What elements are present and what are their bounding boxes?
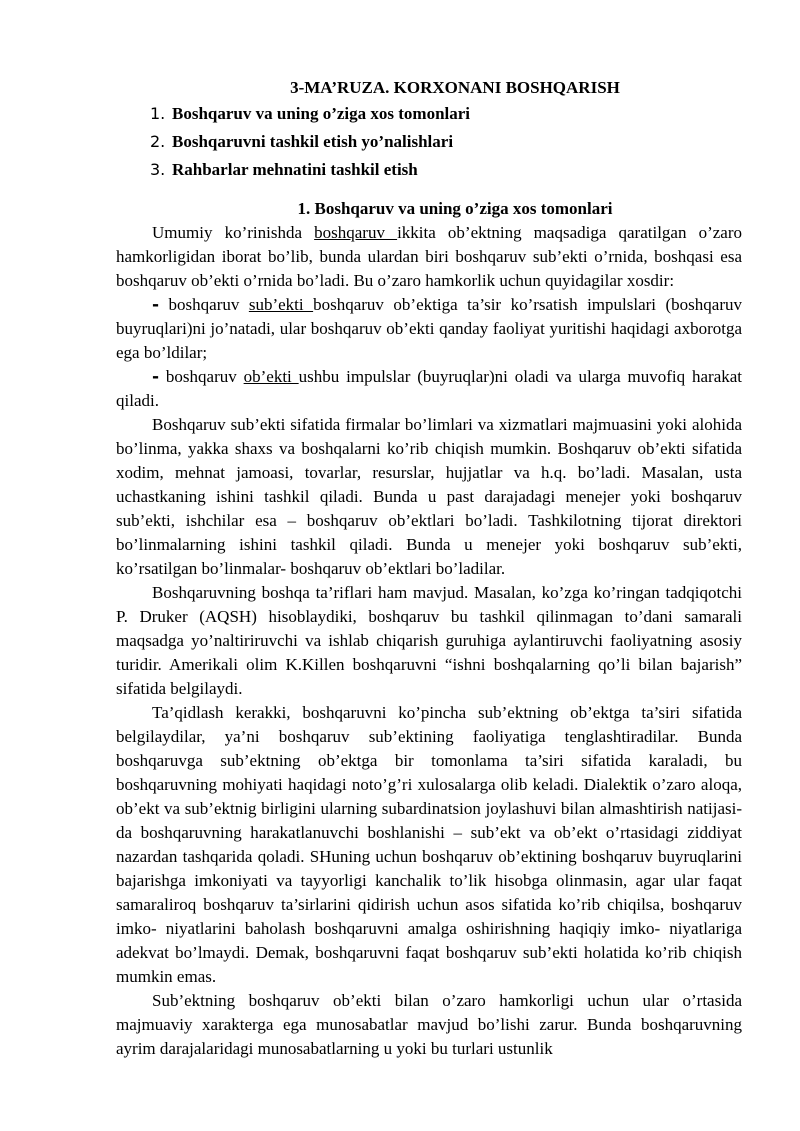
table-of-contents	[150, 100, 470, 184]
toc-item-number: 2.	[150, 132, 166, 151]
paragraph-text: boshqaruv ob’ektiga ta’sir ko’rsatish impulslari (boshqaruv buyruqlari)ni jo’natadi, ular boshqaruv ob’ekti qanday faoliyat yuritishi haqidagi axborotga ega bo’ldilar;	[116, 295, 742, 362]
toc-item	[150, 156, 470, 184]
paragraph-text: boshqaruv	[159, 295, 249, 314]
paragraph: Boshqaruv sub’ekti sifatida firmalar bo’limlari va xizmatlari majmuasini yoki alohida bo’linma, yakka shaxs va boshqalarni ko’rib chiqish mumkin. Boshqaruv ob’ekti sifatida xodim, mehnat jamoasi, tovarlar, resurslar, hujjatlar va h.q. bo’ladi. Masalan, usta uchastkaning ishini tashkil qiladi. Bunda u past darajadagi menejer yoki boshqaruv sub’ekti, ishchilar esa – boshqaruv ob’ektlari bo’ladi. Tashkilotning tijorat direktori bo’linmalarning ishini tashkil qiladi. Bunda u menejer yoki boshqaruv sub’ekti, ko’rsatilgan bo’linmalar- boshqaruv ob’ektlari bo’ladilar.	[116, 415, 742, 578]
toc-item	[150, 128, 470, 156]
paragraph-text: Umumiy ko’rinishda	[152, 223, 315, 242]
toc-item-text: Boshqaruvni tashkil etish yo’nalishlari	[172, 132, 454, 151]
paragraph-text: boshqaruv	[159, 367, 244, 386]
paragraph: Ta’qidlash kerakki, boshqaruvni ko’pincha sub’ektning ob’ektga ta’siri sifatida belgilaydilar, ya’ni boshqaruv sub’ektining faoliyatiga tenglashtiradilar. Bunda boshqaruvga sub’ektning ob’ektga bir tomonlama ta’siri sifatida karaladi, bu boshqaruvning mohiyati haqidagi noto’g’ri xulosalarga olib keladi. Dialektik o’zaro aloqa, ob’ekt va sub’ektnig birligini ularning subardinatsion joylashuvi bilan almashtirish natijasi- da boshqaruvning harakatlanuvchi boshlanishi – sub’ekt va ob’ekt o’rtasidagi ziddiyat nazardan tashqarida qoladi. SHuning uchun boshqaruv ob’ektining boshqaruv buyruqlarini bajarishga imkoniyati va tayyorligi kanchalik to’lik hisobga olinmasin, agar ular faqat samaraliroq boshqaruv ta’sirlarini qidirish uchun asos sifatida ko’rib chiqilsa, boshqaruv imko- niyatlarini baholash boshqaruvni amalga oshirishning haqiqiy imko- niyatlariga adekvat bo’lmaydi. Demak, boshqaruvni faqat boshqaruv sub’ekti holatida ko’rib chiqish mumkin emas.	[116, 703, 742, 986]
paragraph: Boshqaruvning boshqa ta’riflari ham mavjud. Masalan, ko’zga ko’ringan tadqiqotchi P. Druker (AQSH) hisoblaydiki, boshqaruv bu tashkil qilinmagan to’dani samarali maqsadga yo’naltiriruvchi va ishlab chiqarish guruhiga aylantiruvchi faoliyatning asosiy turidir. Amerikali olim K.Killen boshqaruvni “ishni boshqalarning qo’li bilan bajarish” sifatida belgilaydi.	[116, 583, 742, 698]
underlined-term: ob’ekti	[243, 367, 299, 386]
dash-bullet: -	[152, 295, 160, 315]
paragraph: Sub’ektning boshqaruv ob’ekti bilan o’zaro hamkorligi uchun ular o’rtasida majmuaviy xarakterga ega munosabatlar mavjud bo’lishi zarur. Bunda boshqaruvning ayrim darajalaridagi munosabatlarning u yoki bu turlari ustunlik	[116, 991, 742, 1058]
toc-item-number: 3.	[150, 160, 166, 179]
body-text	[116, 221, 742, 1061]
section-heading: 1. Boshqaruv va uning o’ziga xos tomonlari	[297, 199, 613, 218]
paragraph-text: ikkita ob’ektning maqsadiga qaratilgan o’zaro hamkorligidan iborat bo’lib, bunda ulardan biri boshqaruv sub’ekti o’rnida, boshqasi esa boshqaruv ob’ekti o’rnida bo’ladi. Bu o’zaro hamkorlik uchun quyidagilar xosdir:	[116, 223, 742, 290]
toc-item-number: 1.	[150, 104, 166, 123]
bullet-paragraph	[116, 293, 742, 365]
toc-item	[150, 100, 470, 128]
underlined-term: boshqaruv	[314, 223, 398, 242]
toc-item-text: Rahbarlar mehnatini tashkil etish	[172, 160, 418, 179]
underlined-term: sub’ekti	[248, 295, 314, 314]
dash-bullet: -	[152, 367, 160, 387]
bullet-paragraph	[116, 365, 742, 413]
toc-item-text: Boshqaruv va uning o’ziga xos tomonlari	[172, 104, 471, 123]
lecture-title: 3-MA’RUZA. KORXONANI BOSHQARISH	[290, 78, 620, 97]
paragraph	[116, 221, 742, 293]
paragraph-text: ushbu impulslar (buyruqlar)ni oladi va ularga muvofiq harakat qiladi.	[116, 367, 743, 410]
